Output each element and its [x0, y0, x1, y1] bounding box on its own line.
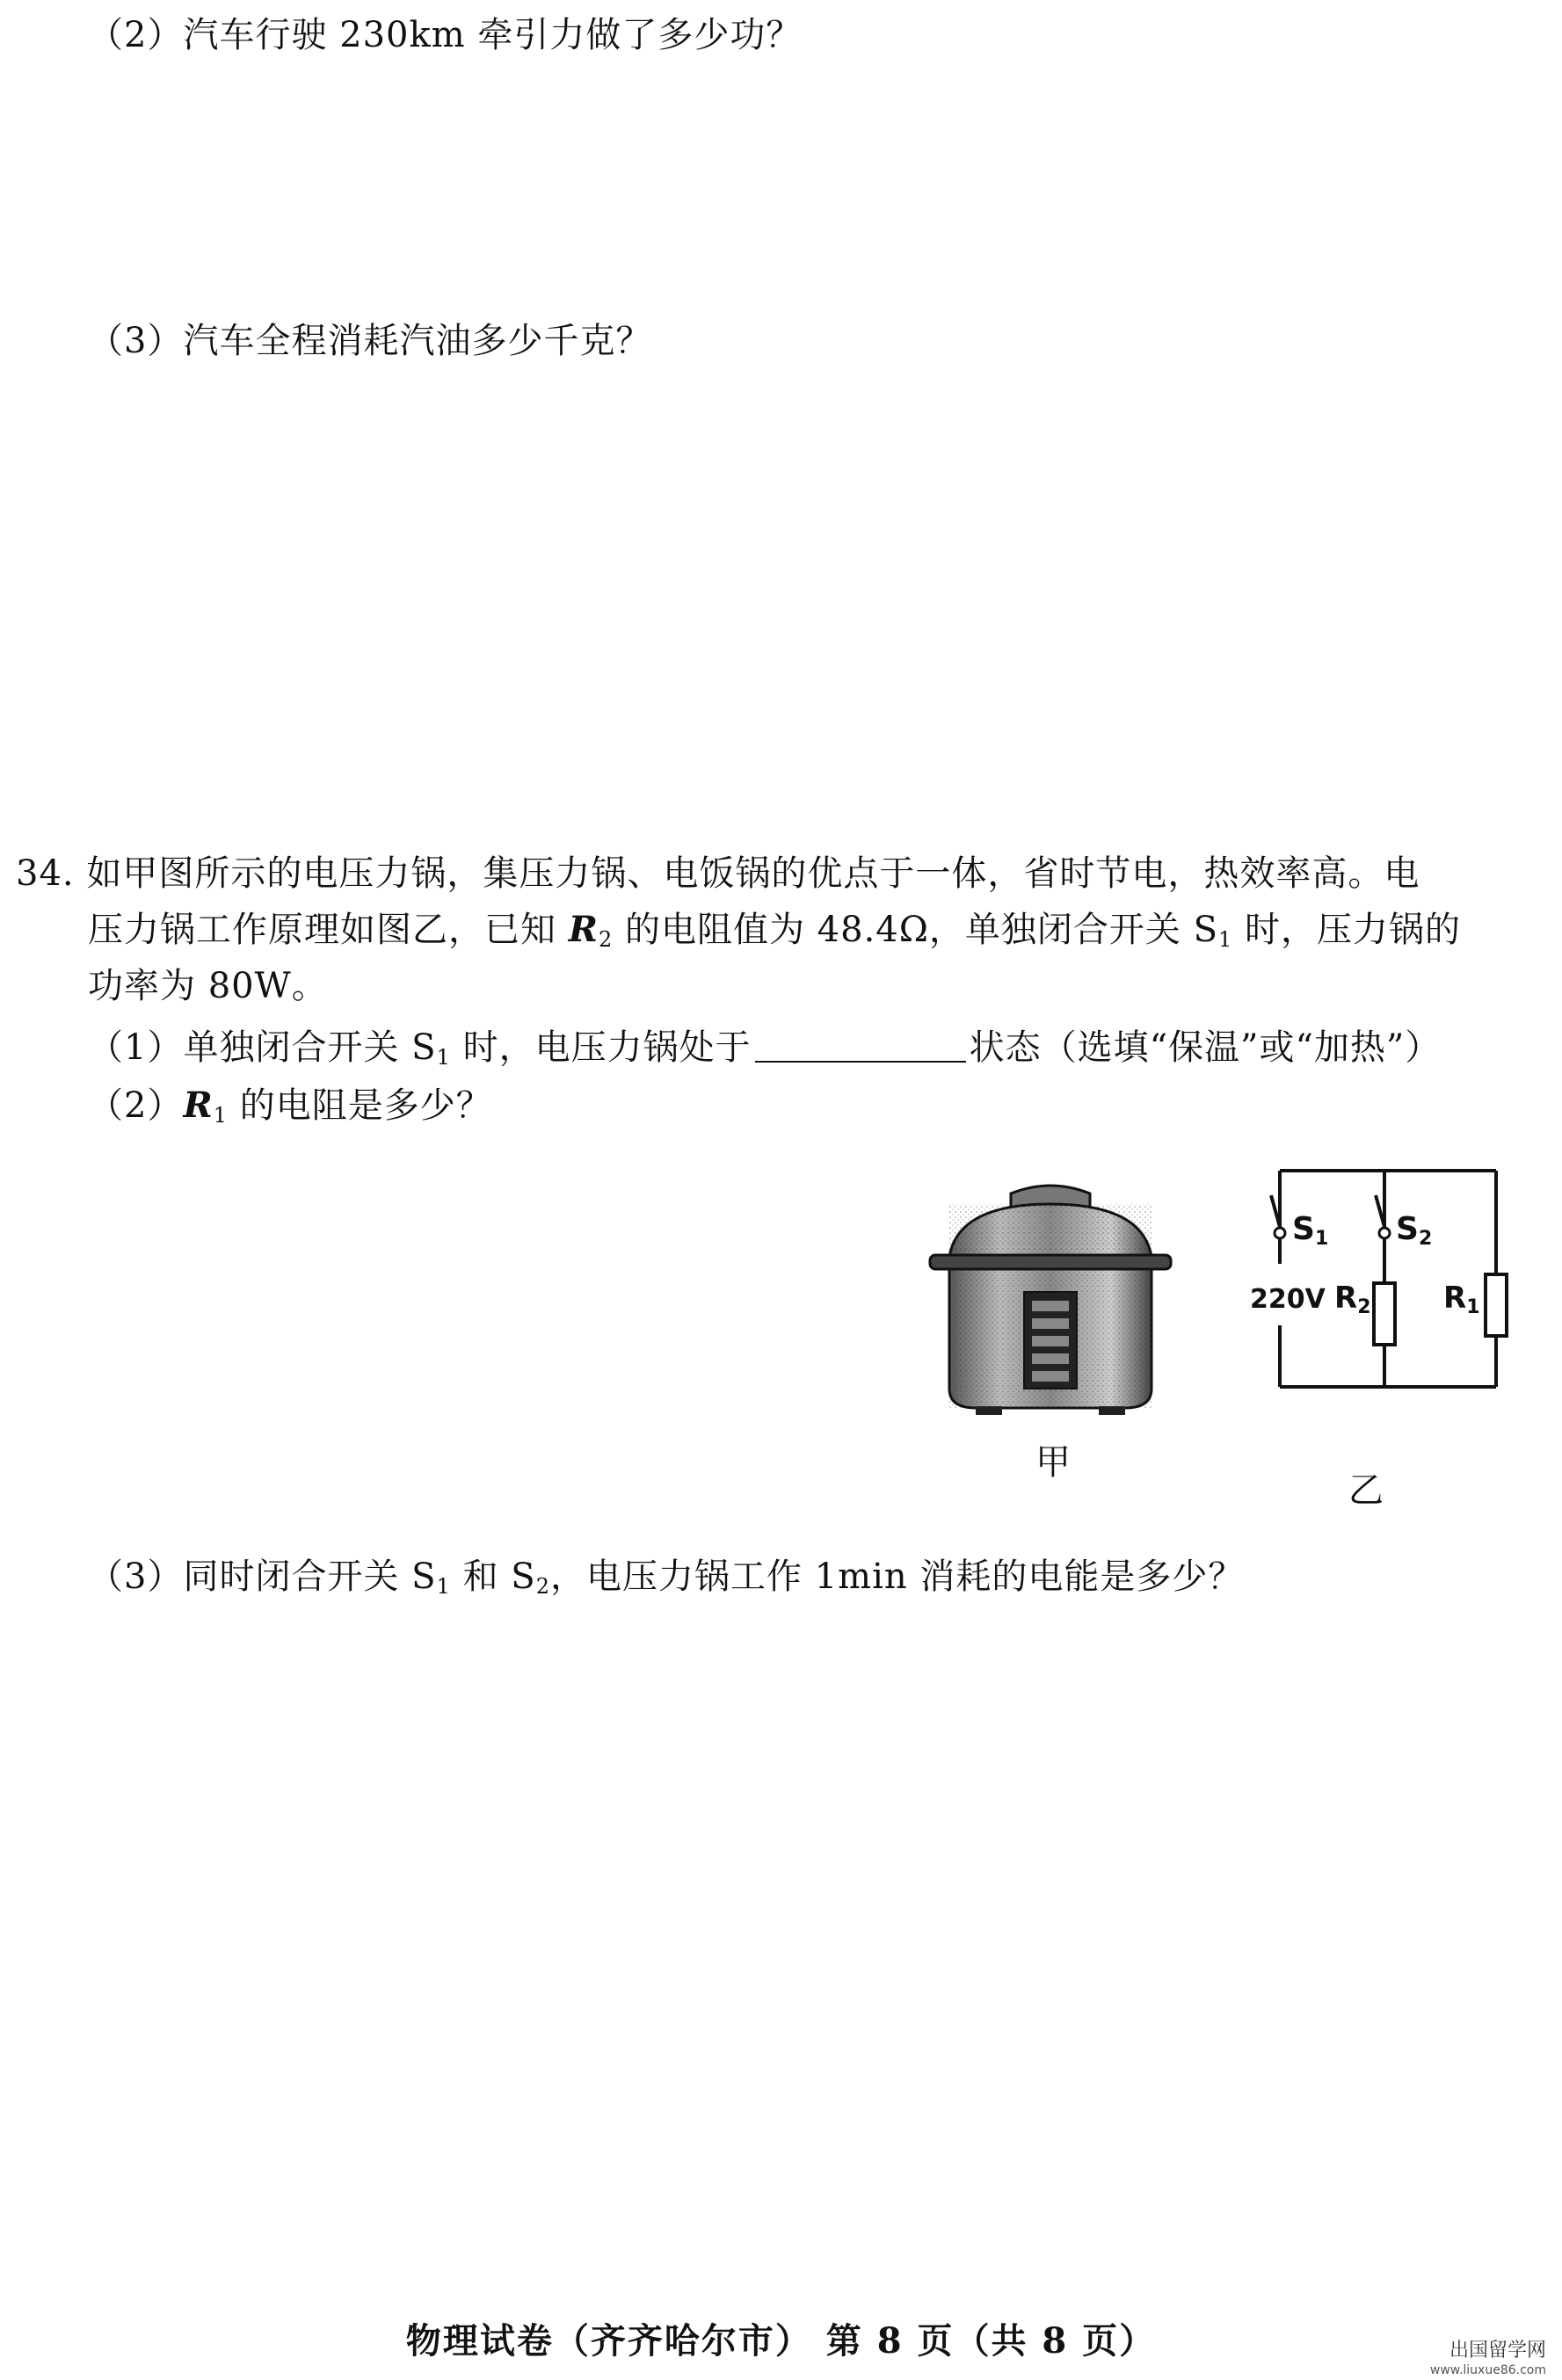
text: （1）单独闭合开关 S — [88, 1027, 437, 1068]
subscript: 1 — [436, 1574, 451, 1599]
subscript: 2 — [598, 927, 614, 952]
var-r: R — [568, 909, 599, 950]
site-watermark — [1430, 2341, 1546, 2380]
subscript: 1 — [213, 1103, 228, 1128]
svg-text:S1 — [1292, 1211, 1328, 1250]
label-r1: R — [1443, 1281, 1467, 1316]
text: 压力锅工作原理如图乙，已知 — [88, 910, 569, 950]
label-r2-sub: 2 — [1357, 1296, 1371, 1318]
label-s1: S — [1292, 1211, 1315, 1247]
text: 时，压力锅的 — [1232, 910, 1462, 950]
svg-text:R2 — [1334, 1281, 1371, 1318]
var-r: R — [183, 1085, 214, 1126]
label-r2: R — [1334, 1281, 1358, 1316]
page-footer: 物理试卷（齐齐哈尔市） 第 8 页（共 8 页） — [405, 2320, 1157, 2362]
q34-part1 — [88, 1025, 1441, 1080]
watermark-site: 出国留学网 — [1449, 2340, 1546, 2362]
subscript: 1 — [1218, 927, 1233, 952]
figure-label-yi: 乙 — [1348, 1470, 1384, 1511]
text: 时，电压力锅处于 — [450, 1027, 752, 1068]
text: 状态（选填“保温”或“加热”） — [969, 1027, 1442, 1068]
answer-blank[interactable] — [755, 1029, 966, 1063]
circuit-diagram — [1248, 1151, 1512, 1397]
label-s1-sub: 1 — [1314, 1228, 1329, 1250]
svg-text:R1 — [1443, 1281, 1480, 1318]
q33-part3: （3）汽车全程消耗汽油多少千克？ — [88, 321, 652, 361]
label-s2-sub: 2 — [1418, 1228, 1433, 1250]
label-s2: S — [1396, 1211, 1419, 1247]
watermark-url: www.liuxue86.com — [1429, 2363, 1546, 2377]
text: 的电阻值为 48.4Ω，单独闭合开关 S — [613, 910, 1219, 950]
pressure-cooker-figure — [923, 1169, 1178, 1424]
label-r1-sub: 1 — [1466, 1296, 1480, 1318]
q34-line1: 34. 如甲图所示的电压力锅，集压力锅、电饭锅的优点于一体，省时节电，热效率高。电 — [16, 853, 1420, 894]
label-220v: 220V — [1250, 1284, 1326, 1315]
q34-line3: 功率为 80W。 — [88, 966, 328, 1006]
text: 的电阻是多少？ — [227, 1085, 492, 1126]
q34-line2 — [88, 907, 1461, 962]
text: ，电压力锅工作 1min 消耗的电能是多少？ — [549, 1556, 1245, 1597]
subscript: 1 — [436, 1045, 451, 1070]
text: （3）同时闭合开关 S — [88, 1556, 437, 1597]
q33-part2: （2）汽车行驶 230km 牵引力做了多少功？ — [88, 15, 803, 55]
text: （2） — [88, 1085, 184, 1126]
text: 和 S — [450, 1556, 536, 1597]
q34-part2 — [88, 1083, 492, 1138]
subscript: 2 — [535, 1574, 550, 1599]
figure-label-jia: 甲 — [1035, 1442, 1071, 1483]
q34-part3 — [88, 1554, 1244, 1609]
svg-text:S2 — [1396, 1211, 1432, 1250]
